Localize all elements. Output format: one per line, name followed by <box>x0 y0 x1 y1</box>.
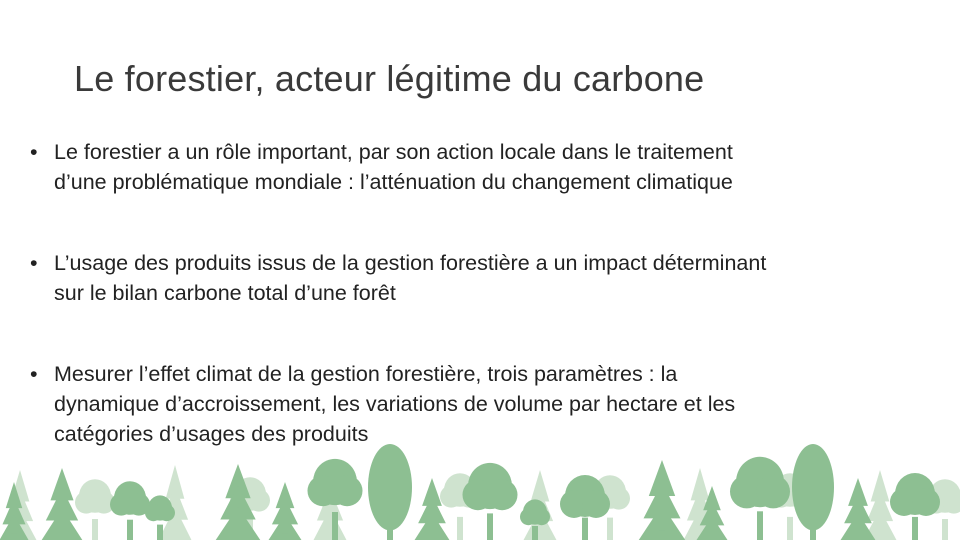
tree-trunk <box>532 526 538 540</box>
tree-trunk <box>787 517 793 540</box>
bullet-line: Mesurer l’effet climat de la gestion forestière, trois paramètres : la <box>54 362 678 386</box>
tree-trunk <box>11 533 17 540</box>
tree-trunk <box>92 519 98 540</box>
tree-trunk <box>235 531 241 540</box>
bullet-line: d’une problématique mondiale : l’atténuation du changement climatique <box>54 170 733 194</box>
round-tree-crown <box>248 489 270 511</box>
bullet-marker: • <box>30 362 38 386</box>
round-tree-crown <box>912 488 940 516</box>
tree-trunk <box>59 531 65 540</box>
round-tree-crown <box>158 504 175 521</box>
tree-trunk <box>942 519 948 540</box>
tree-trunk <box>127 520 133 540</box>
tree-trunk <box>172 531 178 540</box>
round-tree-crown <box>756 475 790 509</box>
round-tree-crown <box>533 508 550 525</box>
bullet-line: dynamique d’accroissement, les variations de volume par hectare et les <box>54 392 736 416</box>
tree-trunk <box>757 511 763 540</box>
round-tree-crown <box>332 475 363 506</box>
tree-trunk <box>282 533 288 540</box>
bullet-line: catégories d’usages des produits <box>54 422 369 446</box>
tree-trunk <box>582 518 588 540</box>
foreground-trees <box>0 444 940 540</box>
slide-title: Le forestier, acteur légitime du carbone <box>74 58 705 99</box>
tall-tree-crown <box>368 444 412 530</box>
bullet-line: sur le bilan carbone total d’une forêt <box>54 281 396 305</box>
tree-trunk <box>457 517 463 540</box>
tree-trunk <box>877 532 883 540</box>
tree-trunk <box>429 533 435 540</box>
round-tree-crown <box>582 490 610 518</box>
bullet-item <box>30 137 920 197</box>
bullet-item <box>30 359 920 449</box>
bullet-item <box>30 248 920 308</box>
bullet-line: Le forestier a un rôle important, par son action locale dans le traitement <box>54 140 733 164</box>
tree-trunk <box>709 534 715 540</box>
bullet-marker: • <box>30 251 38 275</box>
tall-tree-crown <box>792 444 834 530</box>
round-tree-crown <box>487 479 518 510</box>
round-tree-crown <box>608 487 630 509</box>
bullet-line: L’usage des produits issus de la gestion forestière a un impact déterminant <box>54 251 767 275</box>
tree-trunk <box>607 518 613 540</box>
tree-trunk <box>855 533 861 540</box>
tree-silhouettes-icon <box>0 440 960 540</box>
tree-trunk <box>659 530 665 540</box>
tree-trunk <box>487 513 493 540</box>
tree-trunk <box>332 512 338 540</box>
tree-trunk <box>912 517 918 540</box>
bullet-marker: • <box>30 140 38 164</box>
tree-trunk <box>157 525 163 540</box>
